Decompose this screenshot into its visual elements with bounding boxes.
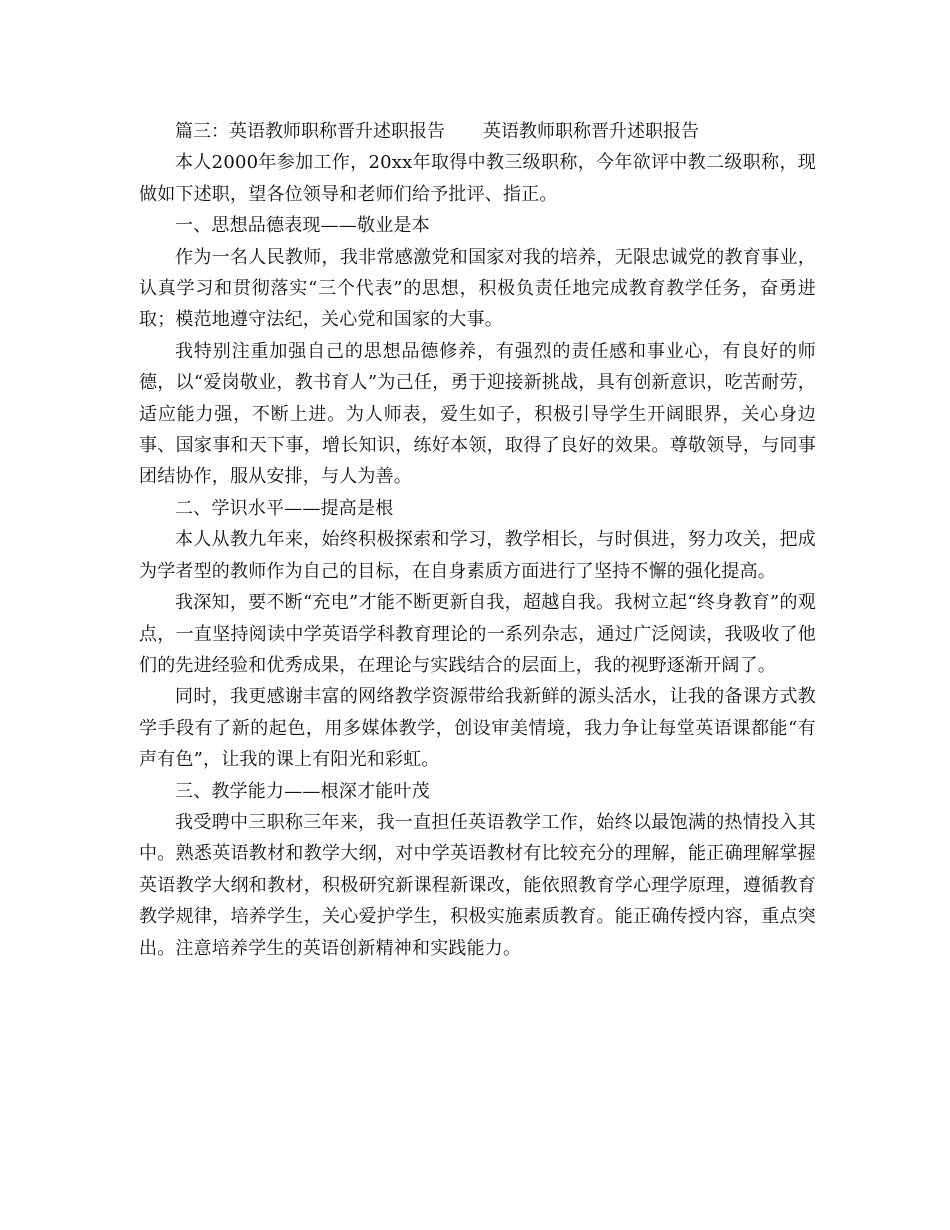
paragraph-intro: 本人2000年参加工作，20xx年取得中教三级职称，今年欲评中教二级职称，现做如下述职，望各位领导和老师们给予批评、指正。 [139, 152, 816, 205]
section-heading-1: 一、思想品德表现——敬业是本 [175, 215, 430, 237]
paragraph: 同时，我更感谢丰富的网络教学资源带给我新鲜的源头活水，让我的备课方式教学手段有了新的起色，用多媒体教学，创设审美情境，我力争让每堂英语课都能“有声有色”，让我的课上有阳光和彩虹。 [139, 686, 816, 771]
document-title-left: 篇三：英语教师职称晋升述职报告 [175, 121, 445, 142]
paragraph: 我受聘中三职称三年来，我一直担任英语教学工作，始终以最饱满的热情投入其中。熟悉英语教材和教学大纲，对中学英语教材有比较充分的理解，能正确理解掌握英语教学大纲和教材，积极研究新课程新课改，能依照教育学心理学原理，遵循教育教学规律，培养学生，关心爱护学生，积极实施素质教育。能正确传授内容，重点突出。注意培养学生的英语创新精神和实践能力。 [139, 811, 816, 959]
section-heading-2: 二、学识水平——提高是根 [175, 497, 394, 519]
paragraph: 我特别注重加强自己的思想品德修养，有强烈的责任感和事业心，有良好的师德，以“爱岗敬业，教书育人”为己任，勇于迎接新挑战，具有创新意识，吃苦耐劳，适应能力强，不断上进。为人师表，爱生如子，积极引导学生开阔眼界，关心身边事、国家事和天下事，增长知识，练好本领，取得了良好的效果。尊敬领导，与同事团结协作，服从安排，与人为善。 [139, 340, 816, 488]
document-title-line [139, 116, 816, 147]
paragraph: 本人从教九年来，始终积极探索和学习，教学相长，与时俱进，努力攻关，把成为学者型的教师作为自己的目标，在自身素质方面进行了坚持不懈的强化提高。 [139, 529, 816, 582]
section-heading-3: 三、教学能力——根深才能叶茂 [175, 780, 430, 802]
paragraph: 我深知，要不断“充电”才能不断更新自我，超越自我。我树立起“终身教育”的观点，一直坚持阅读中学英语学科教育理论的一系列杂志，通过广泛阅读，我吸收了他们的先进经验和优秀成果，在理论与实践结合的层面上，我的视野逐渐开阔了。 [139, 592, 816, 676]
paragraph: 作为一名人民教师，我非常感激党和国家对我的培养，无限忠诚党的教育事业，认真学习和贯彻落实“三个代表”的思想，积极负责任地完成教育教学任务，奋勇进取；模范地遵守法纪，关心党和国家的大事。 [139, 246, 816, 331]
document-title-right: 英语教师职称晋升述职报告 [483, 121, 699, 142]
